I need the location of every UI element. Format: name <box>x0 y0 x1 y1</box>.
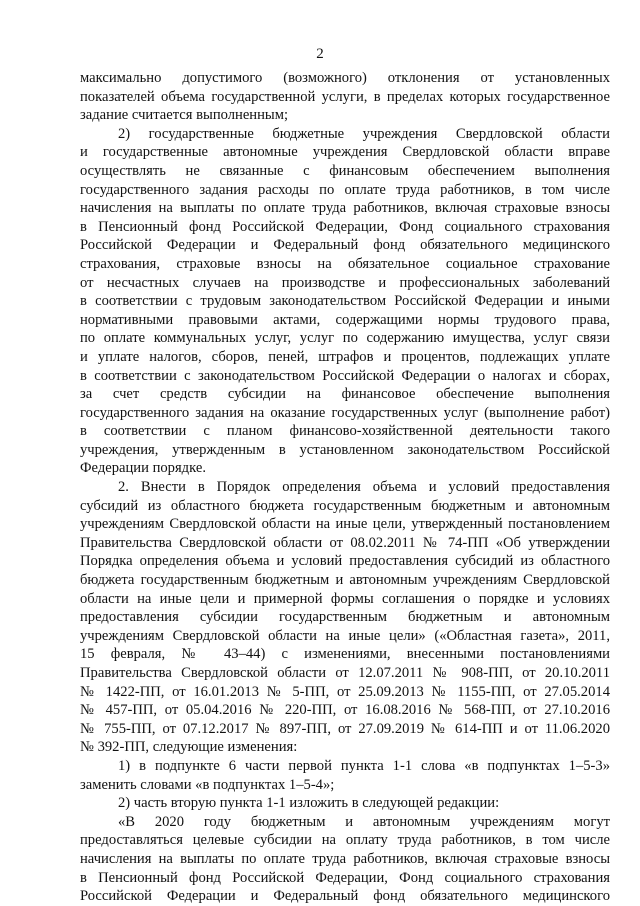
text-line: Правительства Свердловской области от 12.07.2011 № 908-ПП, от 20.10.2011 <box>80 665 610 681</box>
text-line: по оплате коммунальных услуг, услуг по содержанию имущества, услуг связи <box>80 330 610 347</box>
text-line: № 1422-ПП, от 16.01.2013 № 5-ПП, от 25.09.2013 № 1155-ПП, от 27.05.2014 <box>80 683 610 700</box>
text-line: учреждениям Свердловской области на иные цели» («Областная газета», 2011, <box>80 627 610 644</box>
text-line: задание считается выполненным; <box>80 107 289 124</box>
text-line: в соответствии с законодательством Российской Федерации о налогах и сборах, <box>80 367 610 384</box>
text-line: и уплате налогов, сборов, пеней, штрафов и процентов, подлежащих уплате <box>80 348 610 365</box>
text-line: от несчастных случаев на производстве и профессиональных заболеваний <box>80 274 610 291</box>
text-line: в Пенсионный фонд Российской Федерации, Фонд социального страхования <box>80 218 610 235</box>
text-line: Федерации порядке. <box>80 460 206 477</box>
text-line: заменить словами «в подпунктах 1–5-4»; <box>80 776 335 793</box>
text-line: 2) часть вторую пункта 1-1 изложить в следующей редакции: <box>118 795 500 812</box>
text-line: за счет средств субсидии на финансовое обеспечение выполнения <box>80 386 610 403</box>
paragraph-deviation-clause <box>80 69 610 125</box>
text-line: в соответствии с планом финансово-хозяйственной деятельности такого <box>80 423 610 440</box>
text-line: государственного задания расходы по оплате труда работников, в том числе <box>80 181 610 198</box>
text-line: области на иные цели и примерной формы соглашения о порядке и условиях <box>80 590 610 607</box>
text-line: Порядка определения объема и условий предоставления субсидий из областного <box>80 553 610 570</box>
text-line: осуществлять не связанные с финансовым обеспечением выполнения <box>80 162 610 179</box>
text-line: 2. Внести в Порядок определения объема и условий предоставления <box>118 479 610 496</box>
text-line: предоставления субсидии государственным бюджетным и автономным <box>80 609 610 626</box>
text-line: Правительства Свердловской области от 08.02.2011 № 74-ПП «Об утверждении <box>80 534 610 551</box>
text-line: Российской Федерации и Федеральный фонд обязательного медицинского <box>80 888 610 905</box>
text-line: предоставляться целевые субсидии на оплату труда работников, в том числе <box>80 832 610 849</box>
text-line: государственного задания на оказание государственных услуг (выполнение работ) <box>80 404 610 421</box>
page-number: 2 <box>316 46 324 62</box>
text-line: № 755-ПП, от 07.12.2017 № 897-ПП, от 27.09.2019 № 614-ПП и от 11.06.2020 <box>80 720 610 737</box>
paragraph-section-2-amendments <box>80 478 610 757</box>
paragraph-new-wording-2020 <box>80 813 610 906</box>
text-line: и государственные автономные учреждения Свердловской области вправе <box>80 144 610 161</box>
text-line: нормативными правовыми актами, содержащими нормы трудового права, <box>80 311 610 328</box>
text-line: субсидий из областного бюджета государственным бюджетным и автономным <box>80 497 610 514</box>
text-line: Российской Федерации и Федеральный фонд обязательного медицинского <box>80 237 610 254</box>
text-line: 15 февраля, № 43–44) с изменениями, внесенными постановлениями <box>80 646 610 663</box>
text-line: № 392-ПП, следующие изменения: <box>80 739 298 756</box>
text-line: начисления на выплаты по оплате труда работников, включая страховые взносы <box>80 200 610 217</box>
text-line: учреждения, утвержденным в установленном законодательством Российской <box>80 441 610 458</box>
paragraph-change-2 <box>80 794 610 813</box>
paragraph-change-1 <box>80 757 610 794</box>
text-line: страхования, страховые взносы на обязательное социальное страхование <box>80 255 610 272</box>
document-body <box>80 69 610 906</box>
text-line: в соответствии с трудовым законодательством Российской Федерации и иными <box>80 293 610 310</box>
text-line: 2) государственные бюджетные учреждения Свердловской области <box>118 125 610 142</box>
text-line: максимально допустимого (возможного) отклонения от установленных <box>80 70 610 86</box>
text-line: начисления на выплаты по оплате труда работников, включая страховые взносы <box>80 850 610 867</box>
text-line: учреждениям Свердловской области на иные цели, утвержденный постановлением <box>80 516 610 533</box>
text-line: в Пенсионный фонд Российской Федерации, Фонд социального страхования <box>80 869 610 886</box>
text-line: показателей объема государственной услуги, в пределах которых государственное <box>80 88 610 105</box>
text-line: бюджета государственным бюджетным и автономным учреждениям Свердловской <box>80 572 610 589</box>
paragraph-clause-2-budget-institutions <box>80 125 610 478</box>
text-line: «В 2020 году бюджетным и автономным учреждениям могут <box>118 813 610 830</box>
text-line: № 457-ПП, от 05.04.2016 № 220-ПП, от 16.08.2016 № 568-ПП, от 27.10.2016 <box>80 702 610 719</box>
text-line: 1) в подпункте 6 части первой пункта 1-1 слова «в подпунктах 1–5-3» <box>118 757 610 774</box>
